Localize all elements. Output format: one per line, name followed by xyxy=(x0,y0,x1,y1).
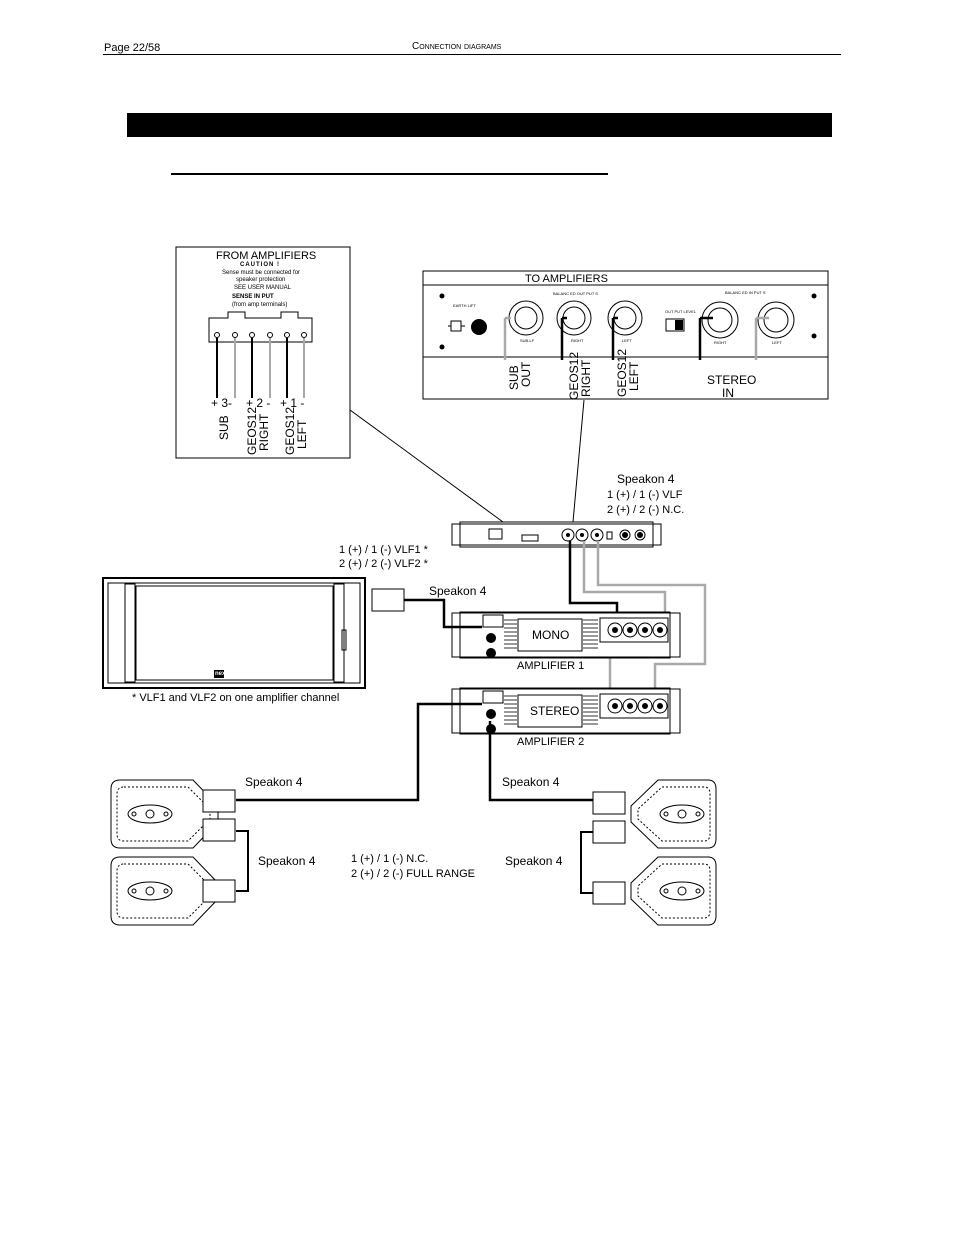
speakon-vlf-title: Speakon 4 xyxy=(617,472,675,486)
sense-pin-label-1: + 1 - xyxy=(280,396,305,410)
xlr-out-left-label: LEFT xyxy=(622,338,632,343)
sense-channel-left-2: LEFT xyxy=(295,419,309,449)
stereo-in-label-2: IN xyxy=(722,386,734,400)
sub-logo: nexo xyxy=(215,671,230,677)
balanced-inputs-label: BALANC ED IN PUT S xyxy=(725,290,766,295)
sense-channel-left-1: GEOS12 xyxy=(283,406,297,455)
amplifier-2-name: AMPLIFIER 2 xyxy=(517,736,585,748)
sense-caution: CAUTION ! xyxy=(240,262,280,268)
speakon-sub-box xyxy=(372,589,404,611)
balanced-outputs-label: BALANC ED OUT PUT S xyxy=(553,291,598,296)
full-range-pin-1: 1 (+) / 1 (-) N.C. xyxy=(351,853,429,865)
speakon-vlf-pin-1: 1 (+) / 1 (-) VLF xyxy=(607,489,683,501)
sense-note-1: Sense must be connected for xyxy=(222,270,301,276)
sense-from-terminals: (from amp terminals) xyxy=(232,302,288,308)
xlr-sub-label: SUB-LF xyxy=(520,338,535,343)
xlr-in-right-label: RIGHT xyxy=(714,340,727,345)
vlf-pin-2: 2 (+) / 2 (-) VLF2 * xyxy=(339,558,428,570)
xlr-out-right-label: RIGHT xyxy=(571,338,584,343)
sense-input-label: SENSE IN PUT xyxy=(232,294,274,300)
rear-out-right-2: RIGHT xyxy=(579,359,593,397)
amplifier-1-mode: MONO xyxy=(532,628,570,642)
speakon-vlf-pin-2: 2 (+) / 2 (-) N.C. xyxy=(607,504,685,516)
full-range-pin-2: 2 (+) / 2 (-) FULL RANGE xyxy=(351,868,475,880)
speakon-right-mid: Speakon 4 xyxy=(505,854,563,868)
right-speakers xyxy=(631,780,716,925)
speakon-left-top: Speakon 4 xyxy=(245,775,303,789)
sense-channel-right-2: RIGHT xyxy=(257,413,271,451)
sense-see-manual: SEE USER MANUAL xyxy=(234,285,292,291)
xlr-in-left-label: LEFT xyxy=(772,340,782,345)
page-number: Page 22/58 xyxy=(104,42,161,54)
sense-pin-label-3: + 3- xyxy=(211,396,233,410)
xlr-outputs xyxy=(509,301,642,335)
rear-out-right-1: GEOS12 xyxy=(567,351,581,400)
sense-terminal-block xyxy=(209,312,312,342)
speakon-left-mid: Speakon 4 xyxy=(258,854,316,868)
speakon-right-top: Speakon 4 xyxy=(502,775,560,789)
sense-pin-label-2: + 2 - xyxy=(246,396,271,410)
sense-wires xyxy=(217,338,304,398)
earth-lift-knob xyxy=(471,319,487,335)
stereo-in-label-1: STEREO xyxy=(707,373,757,387)
amplifier-1-name: AMPLIFIER 1 xyxy=(517,660,585,672)
section-title: Connection diagrams xyxy=(412,41,502,52)
rear-out-sub-2: OUT xyxy=(519,361,533,387)
rear-out-left-1: GEOS12 xyxy=(615,348,629,397)
sense-note-2: speaker protection xyxy=(236,277,286,283)
vlf-footnote: * VLF1 and VLF2 on one amplifier channel xyxy=(132,692,340,704)
amplifier-2-mode: STEREO xyxy=(530,704,580,718)
xlr-inputs xyxy=(702,302,794,338)
left-speakers xyxy=(111,780,218,925)
sense-channel-sub: SUB xyxy=(217,415,231,440)
vlf-pin-1: 1 (+) / 1 (-) VLF1 * xyxy=(339,544,428,556)
output-level-label: OUT PUT LEVEL xyxy=(665,309,696,314)
sense-channel-right-1: GEOS12 xyxy=(245,406,259,455)
sense-panel-title: FROM AMPLIFIERS xyxy=(216,250,317,262)
rear-out-left-2: LEFT xyxy=(627,361,641,391)
sub-cabinet xyxy=(103,578,365,688)
speakon-sub-label: Speakon 4 xyxy=(429,584,487,598)
rear-out-sub-1: SUB xyxy=(507,365,521,390)
earth-lift-label: EARTH LIFT xyxy=(453,303,476,308)
rear-panel-title: TO AMPLIFIERS xyxy=(525,273,608,285)
